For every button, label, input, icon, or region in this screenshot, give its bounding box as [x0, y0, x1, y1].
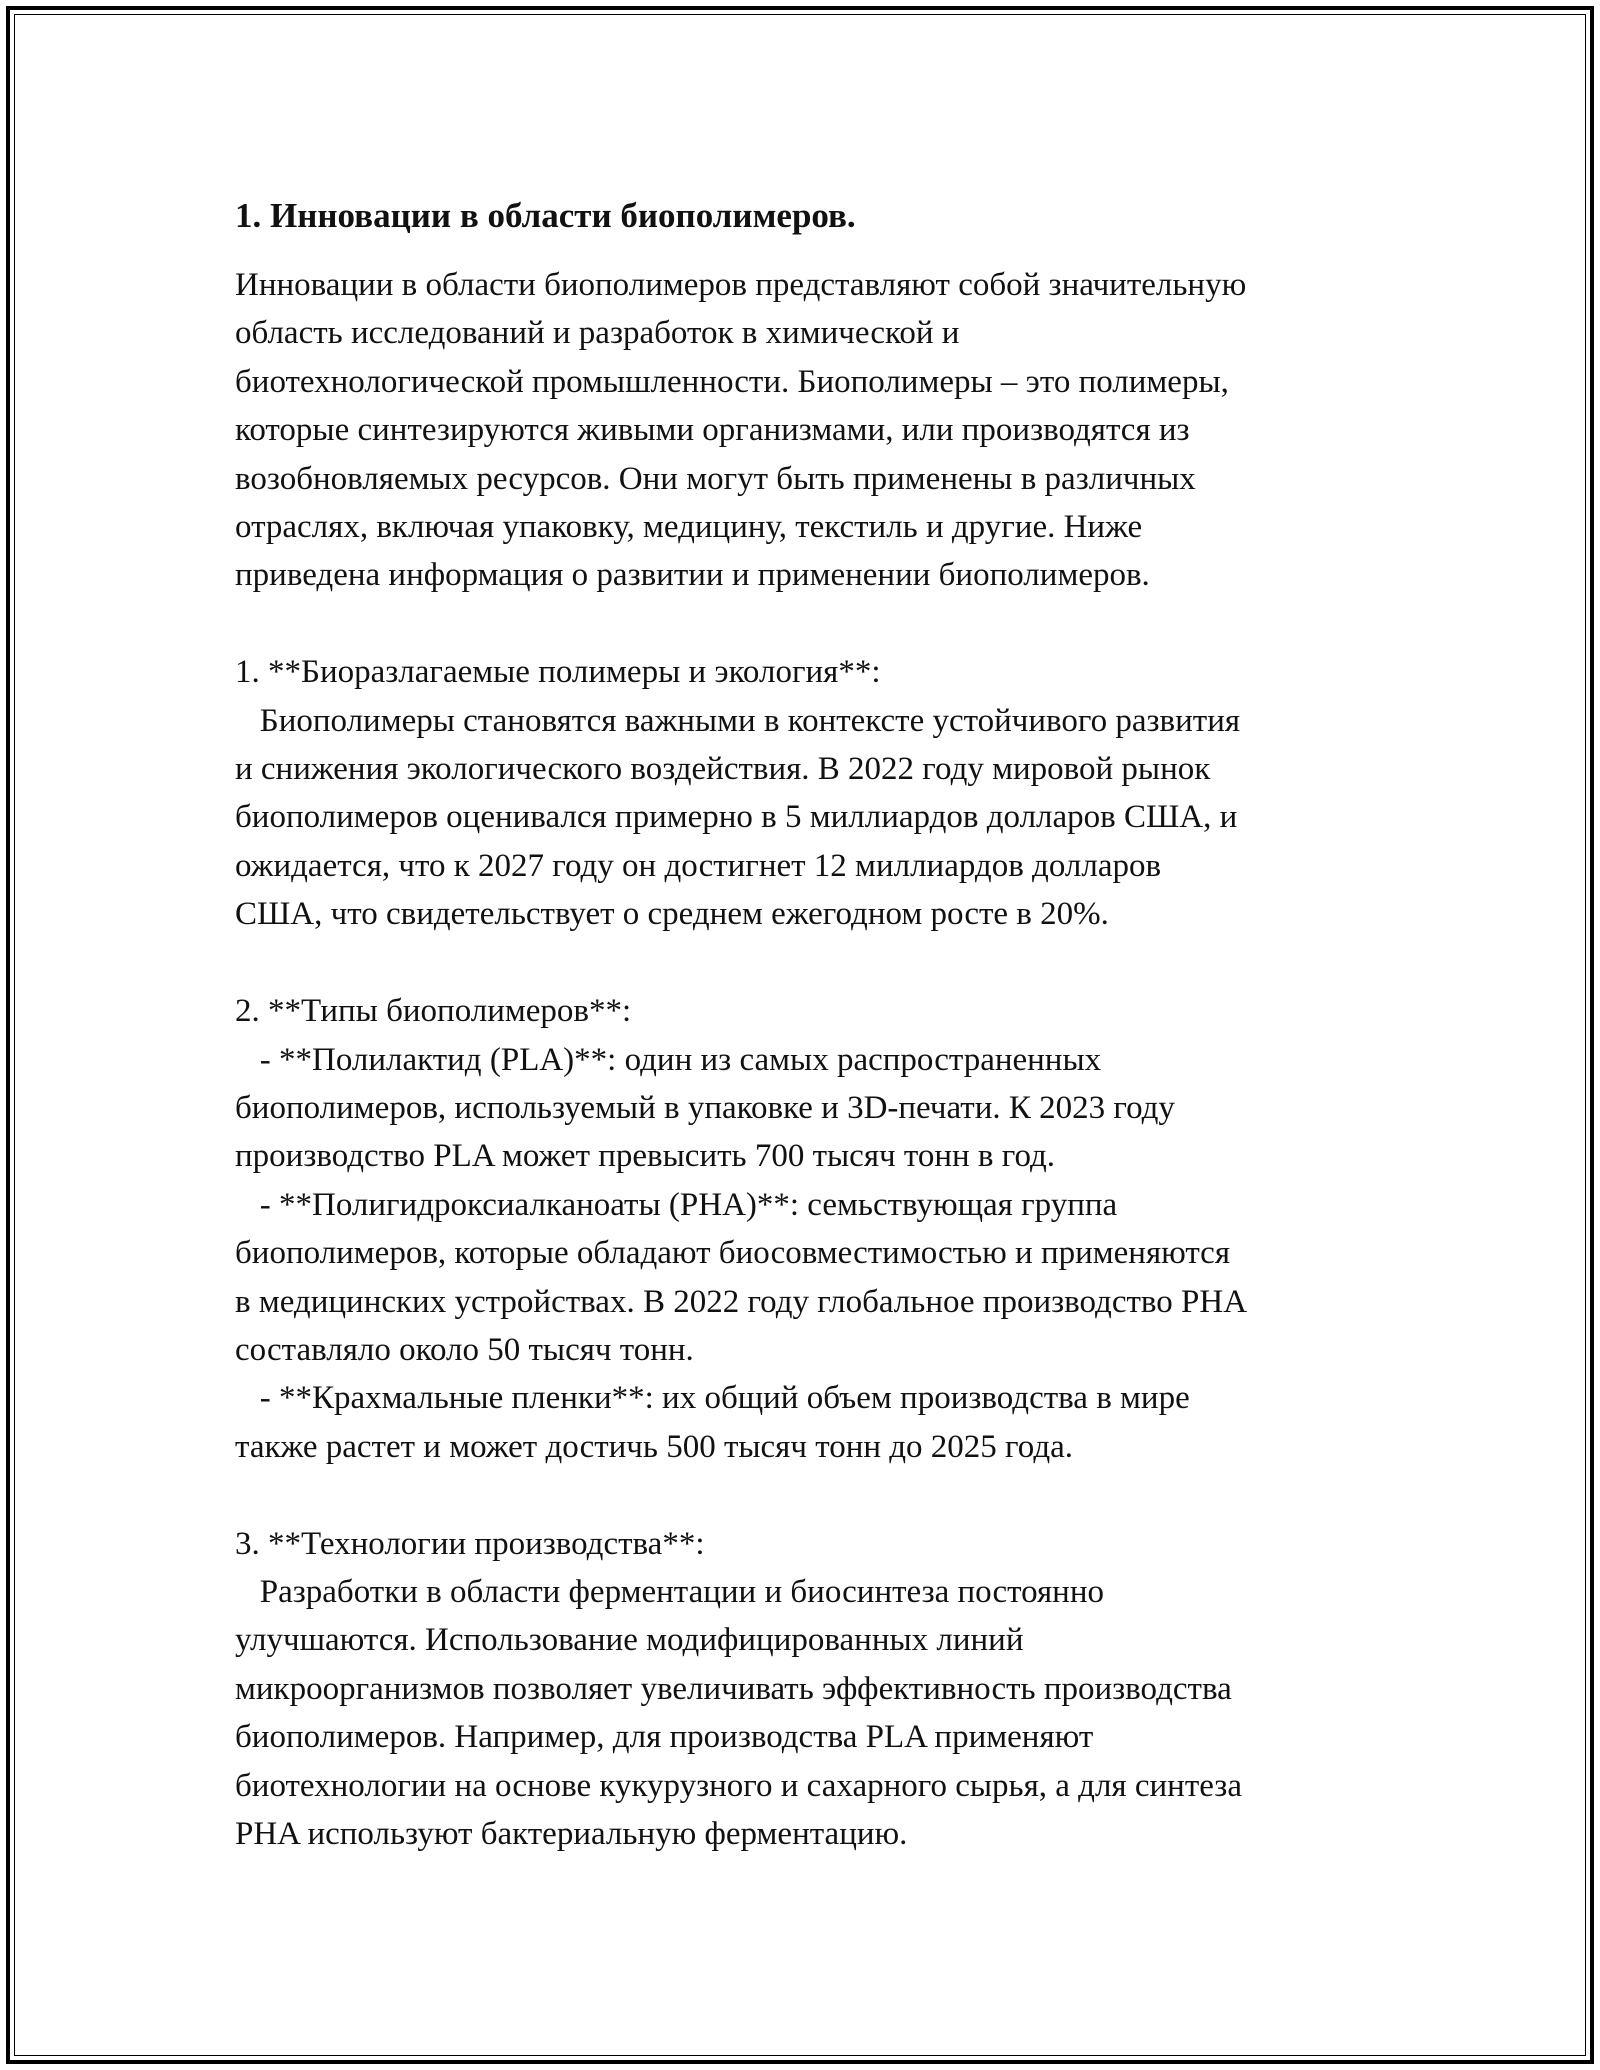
- document-body: [235, 188, 1375, 1858]
- document-text: Инновации в области биополимеров представляют собой значительную область исследований и разработок в химической и биотехнологической промышленности. Биополимеры – это полимеры, которые синтезируются живыми организмами, или производятся из возобновляемых ресурсов. Они могут быть применены в различных отраслях, включая упаковку, медицину, текстиль и другие. Ниже приведена информация о развитии и применении биополимеров. 1. **Биоразлагаемые полимеры и экология**: Биополимеры становятся важными в контексте устойчивого развития и снижения экологического воздействия. В 2022 году мировой рынок биополимеров оценивался примерно в 5 миллиардов долларов США, и ожидается, что к 2027 году он достигнет 12 миллиардов долларов США, что свидетельствует о среднем ежегодном росте в 20%. 2. **Типы биополимеров**: - **Полилактид (PLA)**: один из самых распространенных биополимеров, используемый в упаковке и 3D-печати. К 2023 году производство PLA может превысить 700 тысяч тонн в год. - **Полигидроксиалканоаты (PHA)**: семьствующая группа биополимеров, которые обладают биосовместимостью и применяются в медицинских устройствах. В 2022 году глобальное производство PHA составляло около 50 тысяч тонн. - **Крахмальные пленки**: их общий объем производства в мире также растет и может достичь 500 тысяч тонн до 2025 года. 3. **Технологии производства**: Разработки в области ферментации и биосинтеза постоянно улучшаются. Использование модифицированных линий микроорганизмов позволяет увеличивать эффективность производства биополимеров. Например, для производства PLA применяют биотехнологии на основе кукурузного и сахарного сырья, а для синтеза PHA используют бактериальную ферментацию.: [235, 267, 1248, 1852]
- document-title: 1. Инновации в области биополимеров.: [235, 196, 856, 235]
